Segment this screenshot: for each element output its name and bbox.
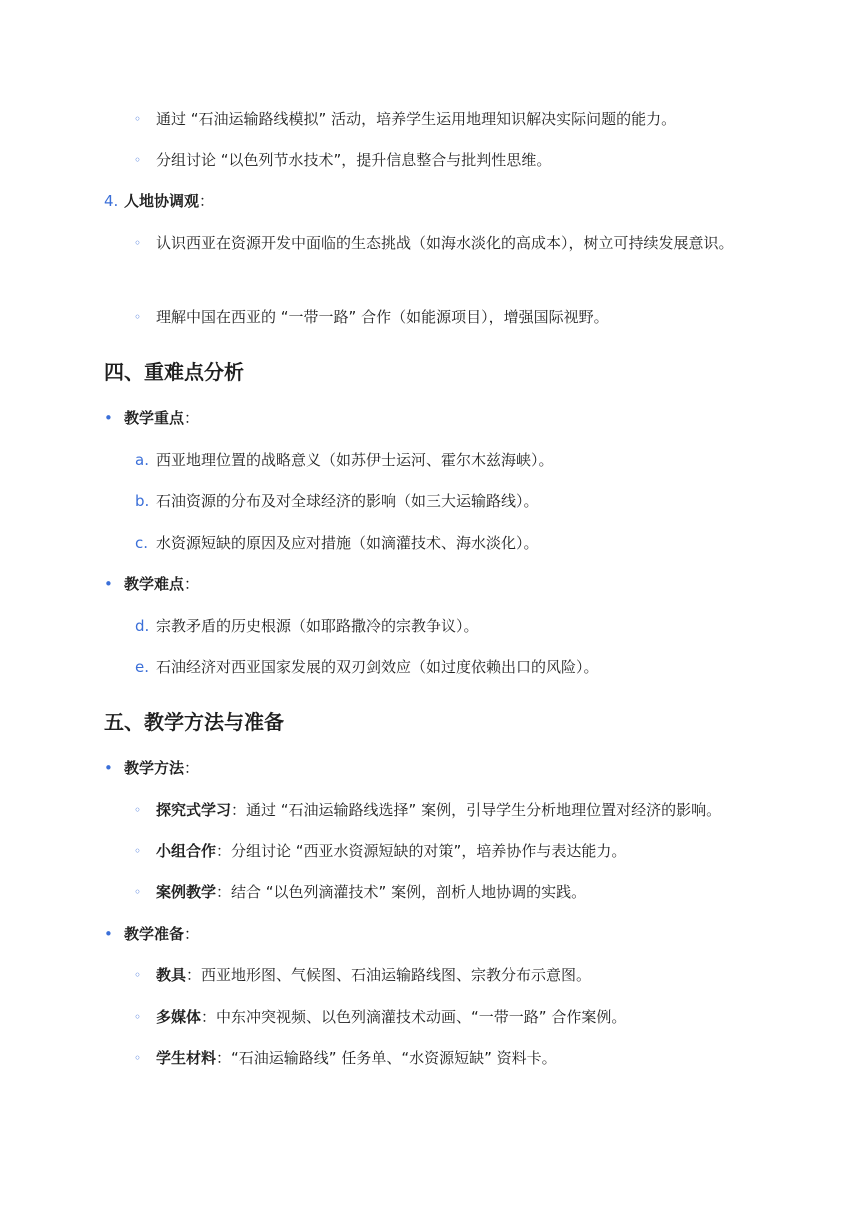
list-item-text: 通过 “石油运输路线模拟” 活动，培养学生运用地理知识解决实际问题的能力。	[156, 110, 677, 128]
hollow-bullet-icon: ◦	[134, 310, 142, 324]
bullet-icon: •	[104, 925, 113, 943]
hollow-bullet-icon: ◦	[134, 885, 142, 899]
bullet-icon: •	[104, 409, 113, 427]
item-description: ：通过 “石油运输路线选择” 案例，引导学生分析地理位置对经济的影响。	[231, 801, 722, 819]
item-description: ：西亚地形图、气候图、石油运输路线图、宗教分布示意图。	[186, 966, 592, 984]
hollow-bullet-icon: ◦	[134, 112, 142, 126]
list-number: 4.	[104, 192, 119, 210]
list-item-text: 石油经济对西亚国家发展的双刃剑效应（如过度依赖出口的风险）。	[156, 658, 599, 676]
colon: ：	[184, 759, 200, 777]
list-item-text	[156, 837, 756, 865]
bullet-title: 教学重点	[124, 409, 185, 427]
list-item-text: 宗教矛盾的历史根源（如耶路撒冷的宗教争议）。	[156, 617, 479, 635]
colon: ：	[184, 409, 200, 427]
hollow-bullet-icon: ◦	[134, 844, 142, 858]
list-letter: c.	[135, 534, 149, 552]
list-item-text: 水资源短缺的原因及应对措施（如滴灌技术、海水淡化）。	[156, 534, 539, 552]
hollow-bullet-icon: ◦	[134, 1051, 142, 1065]
item-description: ：中东冲突视频、以色列滴灌技术动画、“一带一路” 合作案例。	[201, 1008, 627, 1026]
hollow-bullet-icon: ◦	[134, 153, 142, 167]
list-item-text	[156, 1044, 756, 1072]
item-label: 学生材料	[156, 1049, 217, 1067]
bullet-title: 教学准备	[124, 925, 185, 943]
list-item-text	[156, 878, 756, 906]
item-label: 探究式学习	[156, 801, 232, 819]
bullet-heading	[124, 404, 756, 432]
hollow-bullet-icon: ◦	[134, 236, 142, 250]
list-item-text: 石油资源的分布及对全球经济的影响（如三大运输路线）。	[156, 492, 539, 510]
bullet-icon: •	[104, 575, 113, 593]
bullet-title: 教学方法	[124, 759, 185, 777]
list-item-heading	[124, 187, 756, 215]
item-label: 案例教学	[156, 883, 217, 901]
section-heading: 四、重难点分析	[104, 360, 244, 384]
bullet-title: 教学难点	[124, 575, 185, 593]
bullet-heading	[124, 754, 756, 782]
list-letter: a.	[135, 451, 149, 469]
item-description: ：“石油运输路线” 任务单、“水资源短缺” 资料卡。	[216, 1049, 557, 1067]
list-letter: b.	[135, 492, 150, 510]
item-label: 小组合作	[156, 842, 217, 860]
list-item-title: 人地协调观	[124, 192, 200, 210]
list-item-text: 分组讨论 “以色列节水技术”，提升信息整合与批判性思维。	[156, 151, 552, 169]
item-label: 多媒体	[156, 1008, 202, 1026]
hollow-bullet-icon: ◦	[134, 968, 142, 982]
list-item-text: 西亚地理位置的战略意义（如苏伊士运河、霍尔木兹海峡）。	[156, 451, 554, 469]
colon: ：	[199, 192, 215, 210]
hollow-bullet-icon: ◦	[134, 1010, 142, 1024]
hollow-bullet-icon: ◦	[134, 803, 142, 817]
bullet-heading	[124, 920, 756, 948]
list-item-text	[156, 961, 756, 989]
list-letter: e.	[135, 658, 149, 676]
list-item-text: 理解中国在西亚的 “一带一路” 合作（如能源项目），增强国际视野。	[156, 308, 609, 326]
section-heading: 五、教学方法与准备	[104, 710, 284, 734]
colon: ：	[184, 575, 200, 593]
list-item-text	[156, 796, 780, 824]
item-description: ：结合 “以色列滴灌技术” 案例，剖析人地协调的实践。	[216, 883, 587, 901]
item-label: 教具	[156, 966, 187, 984]
colon: ：	[184, 925, 200, 943]
bullet-heading	[124, 570, 756, 598]
list-item-text	[156, 1003, 756, 1031]
item-description: ：分组讨论 “西亚水资源短缺的对策”，培养协作与表达能力。	[216, 842, 627, 860]
bullet-icon: •	[104, 759, 113, 777]
list-item-text: 认识西亚在资源开发中面临的生态挑战（如海水淡化的高成本），树立可持续发展意识。	[156, 234, 734, 252]
list-letter: d.	[135, 617, 150, 635]
